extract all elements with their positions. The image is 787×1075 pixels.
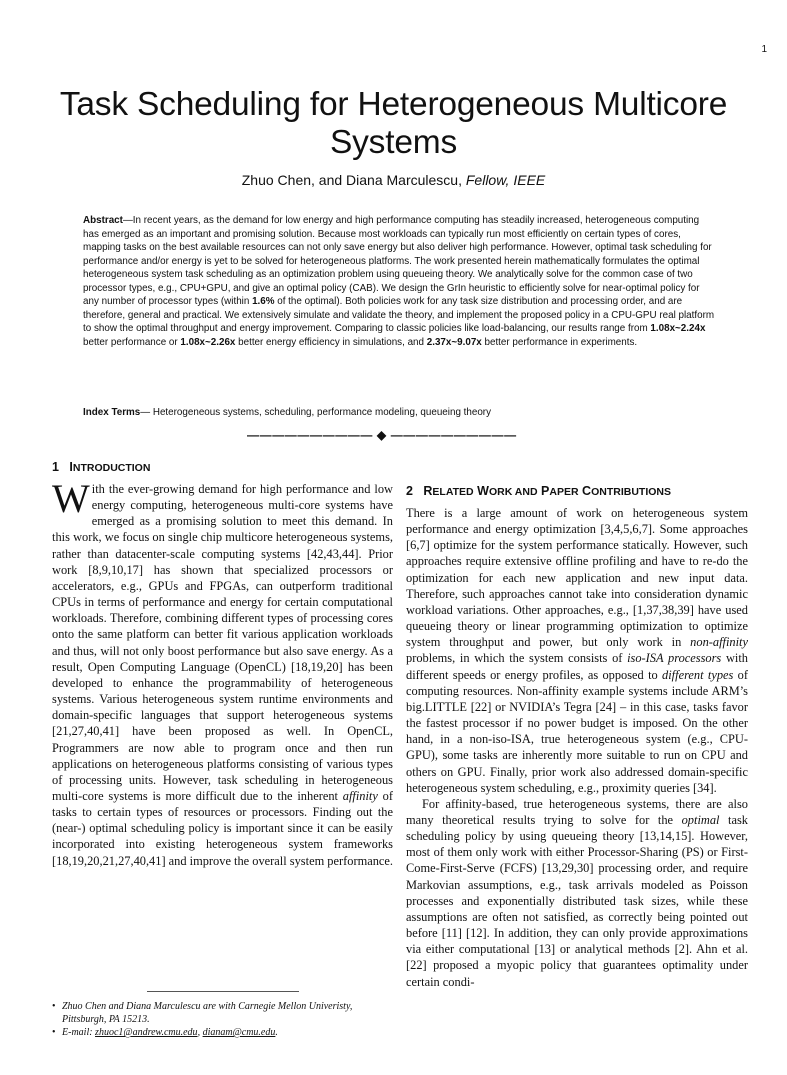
- abstract-bold-3: 1.08x~2.26x: [180, 336, 236, 348]
- related-p1-em-2: iso-ISA processors: [627, 651, 722, 666]
- abstract-bold-2: 1.08x~2.24x: [650, 323, 706, 334]
- intro-emphasis: affinity: [342, 788, 378, 803]
- section-1-title-rest: NTRODUCTION: [72, 462, 151, 474]
- section-1-title-initial: I: [69, 460, 73, 474]
- section-2-w2-rest: ORK AND: [488, 486, 538, 498]
- page-number: 1: [761, 44, 767, 55]
- email-link-zhuo[interactable]: zhuoc1@andrew.cmu.edu: [95, 1027, 198, 1038]
- author-names: Zhuo Chen, and Diana Marculescu,: [241, 172, 462, 188]
- section-2-w3-initial: P: [541, 484, 550, 498]
- footnotes: [52, 1000, 393, 1039]
- bullet-icon: •: [52, 1027, 56, 1038]
- section-divider: —————————— ◆ ——————————: [247, 428, 517, 442]
- index-terms: [83, 406, 715, 419]
- section-2-w4-rest: ONTRIBUTIONS: [591, 486, 671, 498]
- footnote-email-separator: ,: [197, 1027, 203, 1038]
- section-2-heading: [406, 484, 671, 498]
- left-column: [52, 476, 394, 869]
- abstract-text-4: better energy efficiency in simulations, and: [235, 336, 427, 348]
- related-p1-text-d: of computing resources. Non-affinity example systems include ARM’s big.LITTLE [22] or NVIDIA’s Tegra [24] – in this case, tasks favor the fastest processor if no power budget is imposed. On the other hand, in a non-iso-ISA, true heterogeneous system (e.g., CPU-GPU), some tasks are inherently more suitable to run on CPU and others on GPU. Finally, prior work also addressed domain-specific heterogeneous system scheduling, e.g., proximity queries [34].: [406, 667, 749, 795]
- related-paragraph-2: [406, 796, 748, 990]
- abstract-bold-1: 1.6%: [252, 296, 275, 307]
- section-2-w2-initial: W: [477, 484, 489, 498]
- dropcap: W: [52, 476, 90, 521]
- related-p2-em: optimal: [681, 812, 720, 827]
- section-2-w4-initial: C: [582, 484, 592, 498]
- abstract-dash: —: [122, 215, 133, 226]
- section-2-w1-initial: R: [423, 484, 433, 498]
- intro-text-2: of tasks to certain types of resources or processors. Finding out the (near-) optimal scheduling policy is important since it can be easily incorporated into existing heterogeneous system frameworks [18,19,20,21,27,40,41] and improve the overall system performance.: [52, 788, 394, 868]
- related-p1-em-3: different types: [662, 667, 734, 682]
- abstract-text-3: better performance or: [83, 336, 181, 348]
- intro-paragraph: [52, 476, 394, 869]
- footnote-email: [52, 1026, 393, 1039]
- abstract: [83, 214, 715, 349]
- right-column: [406, 505, 748, 990]
- intro-text-1: ith the ever-growing demand for high performance and low energy computing, heterogeneous multi-core systems have emerged as a promising solution to meet this demand. In this work, we focus on single chip multicore heterogeneous systems, rather than datacenter-scale computing systems [42,43,44]. Prior work [8,9,10,17] has shown that specialized processors or accelerators, e.g., GPUs and FPGAs, can outperform traditional CPUs in terms of performance and energy for certain computational workloads. Therefore, combining different types of processing cores onto the same platform can better fit various application workloads and thus, will not only boost performance but also save energy. As a result, Open Computing Language (OpenCL) [18,19,20] has been developed to enhance the programmability of heterogeneous systems. Various heterogeneous system runtime environments and domain-specific languages that support heterogeneous systems [21,27,40,41] have been proposed as well. In OpenCL, Programmers are now able to program once and then run applications on heterogeneous platforms consisting of various types of processing units. However, task scheduling in heterogeneous multi-core systems is more difficult due to the inherent: [52, 482, 393, 803]
- email-link-diana[interactable]: dianam@cmu.edu: [202, 1027, 276, 1038]
- related-p2-text-b: task scheduling policy by using queueing theory [13,14,15]. However, most of them only work with either Processor-Sharing (PS) or First-Come-First-Serve (FCFS) [13,29,30] processing order, and require Markovian assumptions, e.g., task arrivals modeled as Poisson processes and exponentially distributed task sizes, while these assumptions are often not satisfied, as correctly being pointed out before [11] [12]. In addition, they can only provide approximations via either computational [13] or analytical methods [2]. Ahn et al. [22] proposed a myopic policy that guarantees optimality under certain condi-: [406, 812, 749, 989]
- related-p1-em-1: non-affinity: [690, 635, 748, 650]
- bullet-icon: •: [52, 1001, 56, 1012]
- footnote-email-end: .: [275, 1027, 278, 1038]
- footnote-rule: [147, 991, 299, 992]
- footnote-affiliation-text: Zhuo Chen and Diana Marculescu are with Carnegie Mellon Univeristy, Pittsburgh, PA 15213.: [62, 1001, 353, 1025]
- author-line: [20, 172, 767, 188]
- section-1-heading: [52, 460, 150, 474]
- related-p1-text-c: with different speeds or energy profiles, as opposed to: [406, 651, 748, 682]
- related-p1-text-a: There is a large amount of work on heterogeneous system performance and energy optimization [3,4,5,6,7]. Some approaches [6,7] optimize for the system performance statically. However, such approaches require extensive offline profiling and have to re-do the optimization for each new application and new input data. Therefore, such approaches cannot take into consideration dynamic workload variations. Other approaches, e.g., [1,37,38,39] have used queueing theory or linear programming optimization to optimize system throughput and power, but only work in: [406, 506, 748, 650]
- related-paragraph-1: [406, 505, 748, 796]
- section-2-number: 2: [406, 484, 413, 498]
- abstract-text-5: better performance in experiments.: [481, 336, 638, 348]
- abstract-bold-4: 2.37x~9.07x: [426, 336, 482, 348]
- section-2-w1-rest: ELATED: [432, 486, 474, 498]
- paper-title: Task Scheduling for Heterogeneous Multicore Systems: [59, 86, 728, 161]
- section-1-number: 1: [52, 460, 59, 474]
- abstract-text-2: of the optimal). Both policies work for any task size distribution and processing order, and are therefore, general and practical. We extensively simulate and validate the theory, and implement the proposed policy in a CPU-GPU real platform to show the optimal throughput and energy improvement. Comparing to classic policies like load-balancing, our results range from: [83, 296, 715, 334]
- abstract-text-1: In recent years, as the demand for low energy and high performance computing has steadily increased, heterogeneous computing has emerged as an important and promising solution. Because most workloads can typically run most efficiently on certain types of cores, mapping tasks on the best available resources can not only save energy but also deliver high performance. However, optimal task scheduling for performance and/or energy is yet to be solved for heterogeneous platforms. The work presented herein mathematically formulates the optimal heterogeneous system task scheduling as an optimization problem using queueing theory. We analytically solve for the common case of two processor types, e.g., CPU+GPU, and give an optimal policy (CAB). We design the GrIn heuristic to efficiently solve for near-optimal policy for any number of processor types (within: [83, 215, 712, 307]
- author-grade: Fellow, IEEE: [465, 172, 546, 188]
- related-p2-text-a: For affinity-based, true heterogeneous systems, there are also many theoretical results trying to solve for the: [406, 796, 748, 827]
- section-2-w3-rest: APER: [549, 486, 579, 498]
- footnote-email-label: E-mail:: [62, 1027, 96, 1038]
- footnote-affiliation: [52, 1000, 393, 1026]
- index-terms-text: — Heterogeneous systems, scheduling, performance modeling, queueing theory: [140, 407, 492, 418]
- related-p1-text-b: problems, in which the system consists of: [406, 651, 628, 666]
- abstract-label: Abstract: [83, 215, 123, 226]
- index-terms-label: Index Terms: [83, 407, 141, 418]
